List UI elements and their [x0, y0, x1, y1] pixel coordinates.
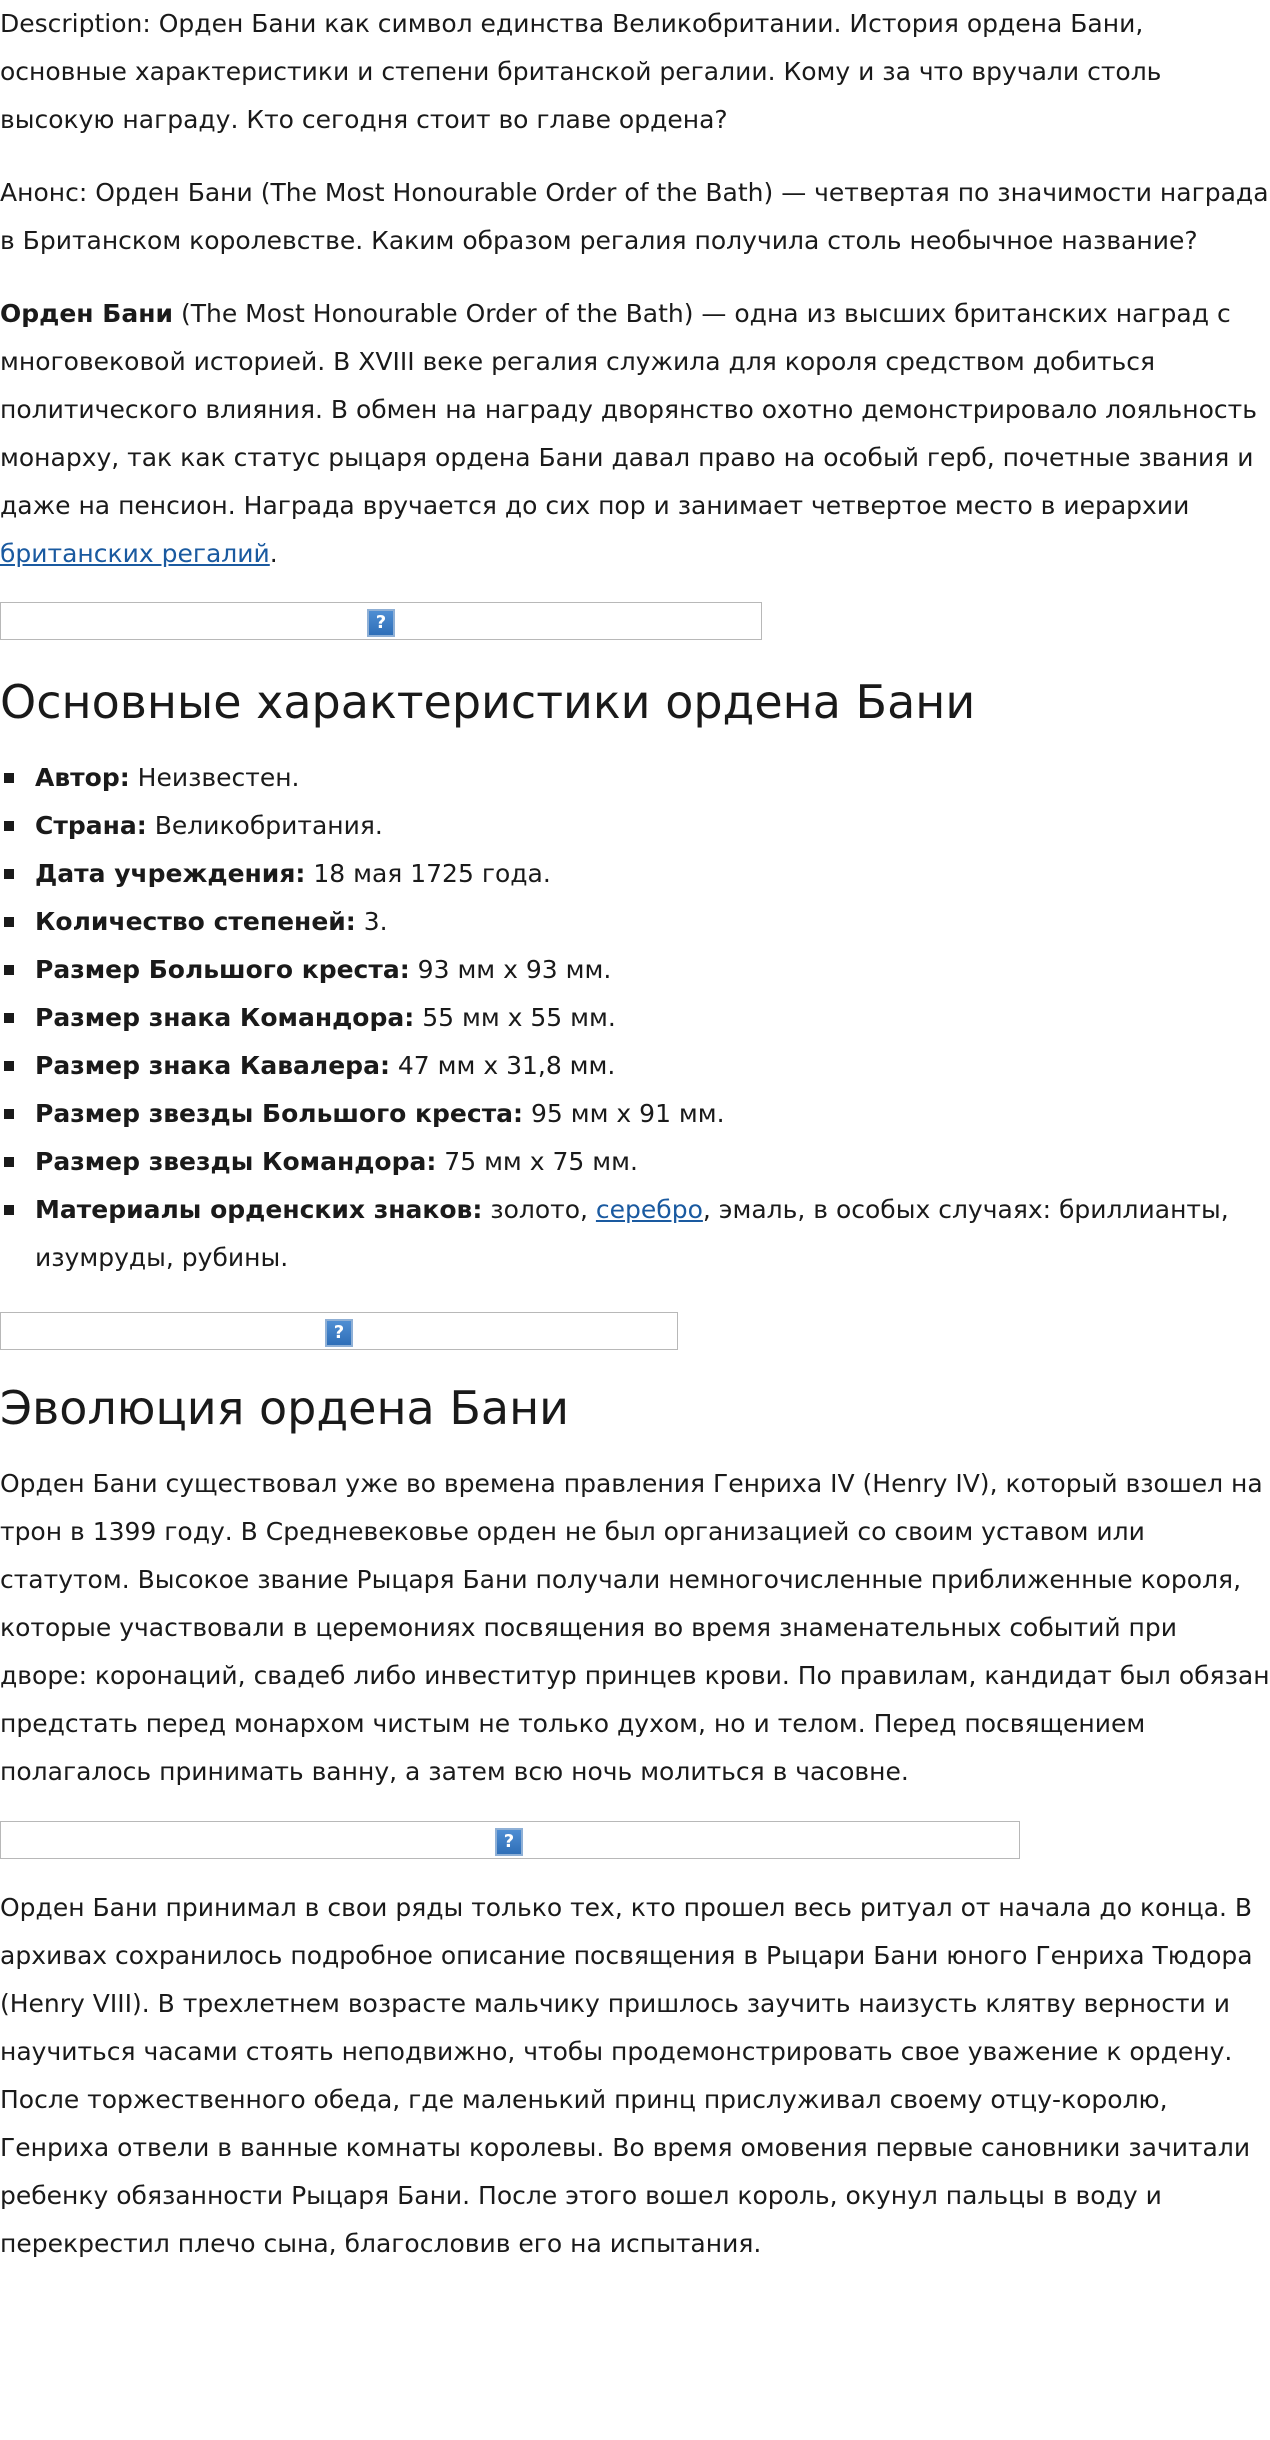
item-label: Размер знака Кавалера: — [35, 1051, 390, 1080]
item-value: 75 мм х 75 мм. — [436, 1147, 638, 1176]
item-value: Великобритания. — [146, 811, 383, 840]
bullet-icon — [4, 1157, 14, 1167]
list-item — [0, 946, 1270, 994]
intro-end: . — [269, 539, 278, 568]
item-value: золото, — [482, 1195, 596, 1224]
characteristics-list — [0, 754, 1270, 1282]
intro-bold-title: Орден Бани — [0, 299, 173, 328]
list-item — [0, 994, 1270, 1042]
list-item — [0, 898, 1270, 946]
item-value: 93 мм х 93 мм. — [409, 955, 612, 984]
anons-paragraph: Анонс: Орден Бани (The Most Honourable Order of the Bath) — четвертая по значимости награда в Британском королевстве. Каким образом регалия получила столь необычное название? — [0, 178, 1269, 255]
item-label: Размер знака Командора: — [35, 1003, 415, 1032]
broken-image-3 — [0, 1821, 1020, 1859]
bullet-icon — [4, 1205, 14, 1215]
list-item — [0, 1090, 1270, 1138]
item-value-rest: , эмаль, в особых случаях: бриллианты, изумруды, рубины. — [35, 1195, 1229, 1272]
list-item — [0, 1042, 1270, 1090]
item-value: 3. — [355, 907, 388, 936]
british-regalia-link[interactable]: британских регалий — [0, 539, 270, 568]
broken-image-icon: ? — [367, 609, 395, 637]
item-label: Материалы орденских знаков: — [35, 1195, 483, 1224]
bullet-icon — [4, 1109, 14, 1119]
intro-paragraph — [0, 290, 1270, 578]
item-label: Количество степеней: — [35, 907, 356, 936]
bullet-icon — [4, 821, 14, 831]
list-item-materials — [0, 1186, 1270, 1282]
broken-image-2 — [0, 1312, 678, 1350]
broken-image-1 — [0, 602, 762, 640]
bullet-icon — [4, 869, 14, 879]
list-item — [0, 754, 1270, 802]
description-paragraph: Description: Орден Бани как символ единства Великобритании. История ордена Бани, основные характеристики и степени британской регалии. Кому и за что вручали столь высокую награду. Кто сегодня стоит во главе ордена? — [0, 9, 1162, 134]
bullet-icon — [4, 1013, 14, 1023]
item-label: Дата учреждения: — [35, 859, 306, 888]
list-item — [0, 802, 1270, 850]
item-value: 55 мм х 55 мм. — [414, 1003, 616, 1032]
item-label: Размер Большого креста: — [35, 955, 410, 984]
broken-image-icon: ? — [325, 1319, 353, 1347]
item-value: 95 мм х 91 мм. — [523, 1099, 725, 1128]
item-value: 18 мая 1725 года. — [305, 859, 551, 888]
evolution-paragraph-2: Орден Бани принимал в свои ряды только тех, кто прошел весь ритуал от начала до конца. В архивах сохранилось подробное описание посвящения в Рыцари Бани юного Генриха Тюдора (Henry VIII). В трехлетнем возрасте мальчику пришлось заучить наизусть клятву верности и научиться часами стоять неподвижно, чтобы продемонстрировать свое уважение к ордену. После торжественного обеда, где маленький принц прислуживал своему отцу-королю, Генриха отвели в ванные комнаты королевы. Во время омовения первые сановники зачитали ребенку обязанности Рыцаря Бани. После этого вошел король, окунул пальцы в воду и перекрестил плечо сына, благословив его на испытания. — [0, 1893, 1253, 2258]
intro-text: (The Most Honourable Order of the Bath) — одна из высших британских наград с многовековой историей. В XVIII веке регалия служила для короля средством добиться политического влияния. В обмен на награду дворянство охотно демонстрировало лояльность монарху, так как статус рыцаря ордена Бани давал право на особый герб, почетные звания и даже на пенсион. Награда вручается до сих пор и занимает четвертое место в иерархии — [0, 299, 1257, 520]
section-heading-characteristics: Основные характеристики ордена Бани — [0, 675, 976, 729]
item-label: Страна: — [35, 811, 147, 840]
section-heading-evolution: Эволюция ордена Бани — [0, 1381, 570, 1435]
list-item — [0, 850, 1270, 898]
broken-image-icon: ? — [495, 1828, 523, 1856]
item-label: Размер звезды Большого креста: — [35, 1099, 524, 1128]
bullet-icon — [4, 917, 14, 927]
item-label: Автор: — [35, 763, 130, 792]
item-label: Размер звезды Командора: — [35, 1147, 437, 1176]
silver-link[interactable]: серебро — [595, 1195, 703, 1224]
bullet-icon — [4, 773, 14, 783]
bullet-icon — [4, 965, 14, 975]
list-item — [0, 1138, 1270, 1186]
evolution-paragraph-1: Орден Бани существовал уже во времена правления Генриха IV (Henry IV), который взошел на трон в 1399 году. В Средневековье орден не был организацией со своим уставом или статутом. Высокое звание Рыцаря Бани получали немногочисленные приближенные короля, которые участвовали в церемониях посвящения во время знаменательных событий при дворе: коронаций, свадеб либо инвеститур принцев крови. По правилам, кандидат был обязан предстать перед монархом чистым не только духом, но и телом. Перед посвящением полагалось принимать ванну, а затем всю ночь молиться в часовне. — [0, 1469, 1270, 1786]
bullet-icon — [4, 1061, 14, 1071]
item-value: 47 мм х 31,8 мм. — [389, 1051, 616, 1080]
item-value: Неизвестен. — [129, 763, 300, 792]
